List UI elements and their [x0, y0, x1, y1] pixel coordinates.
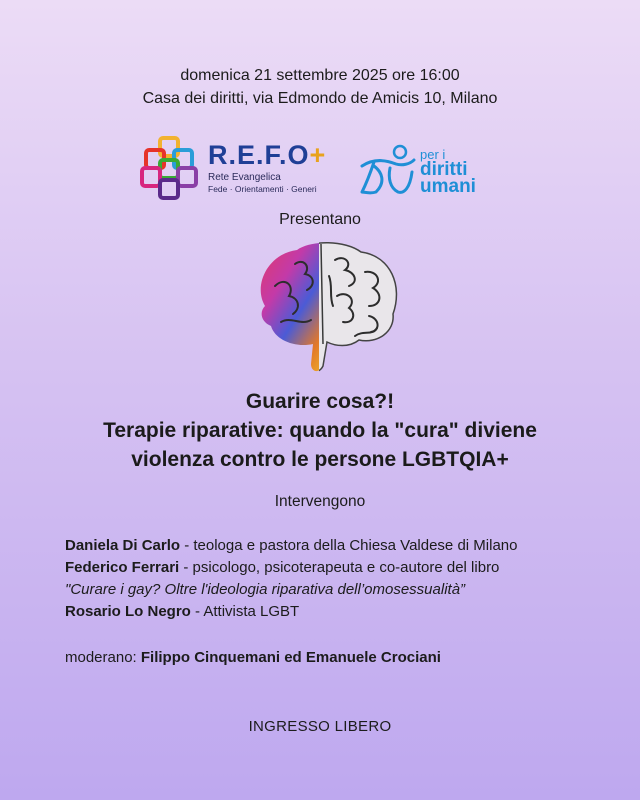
- refo-cross-icon: [138, 136, 206, 204]
- du-figure-icon: [356, 144, 418, 196]
- diritti-umani-logo: [356, 144, 506, 204]
- speakers-list: [65, 535, 625, 623]
- moderano-label: moderano:: [65, 649, 141, 666]
- book-title: "Curare i gay? Oltre l'ideologia riparativa dell’omosessualità”: [65, 581, 466, 598]
- refo-tagline: Fede · Orientamenti · Generi: [208, 184, 317, 194]
- speaker-role: - psicologo, psicoterapeuta e co-autore del libro: [179, 559, 500, 576]
- speaker-name: Daniela Di Carlo: [65, 537, 181, 554]
- speaker-role: - Attivista LGBT: [190, 603, 300, 620]
- refo-title: R.E.F.O+: [208, 140, 327, 170]
- speaker-name: Rosario Lo Negro: [65, 603, 191, 620]
- refo-subtitle: Rete Evangelica: [208, 172, 281, 183]
- logos-row: [0, 136, 640, 206]
- moderator-names: Filippo Cinquemani ed Emanuele Crociani: [140, 649, 441, 666]
- event-place: Casa dei diritti, via Edmondo de Amicis 10, Milano: [142, 90, 498, 107]
- event-info: [0, 64, 640, 110]
- refo-logo: [138, 136, 327, 206]
- title-line-3: violenza contro le persone LGBTQIA+: [131, 448, 509, 471]
- free-entry-label: INGRESSO LIBERO: [248, 718, 392, 735]
- title-line-1: Guarire cosa?!: [245, 390, 395, 413]
- speaker-role: - teologa e pastora della Chiesa Valdese di Milano: [180, 537, 518, 554]
- event-date: domenica 21 settembre 2025 ore 16:00: [180, 67, 460, 84]
- moderators: [65, 649, 441, 666]
- title-line-2: Terapie riparative: quando la "cura" diviene: [103, 419, 537, 442]
- speaker-name: Federico Ferrari: [65, 559, 180, 576]
- du-text: per i diritti umani: [420, 147, 476, 197]
- event-title: [0, 387, 640, 474]
- presentano-label: Presentano: [279, 211, 361, 228]
- speaker-row: [65, 557, 625, 579]
- speaker-row: [65, 535, 625, 557]
- rainbow-brain-icon: [245, 236, 405, 376]
- refo-text: [208, 140, 326, 195]
- intervengono-label: Intervengono: [274, 493, 366, 510]
- speaker-row: [65, 601, 625, 623]
